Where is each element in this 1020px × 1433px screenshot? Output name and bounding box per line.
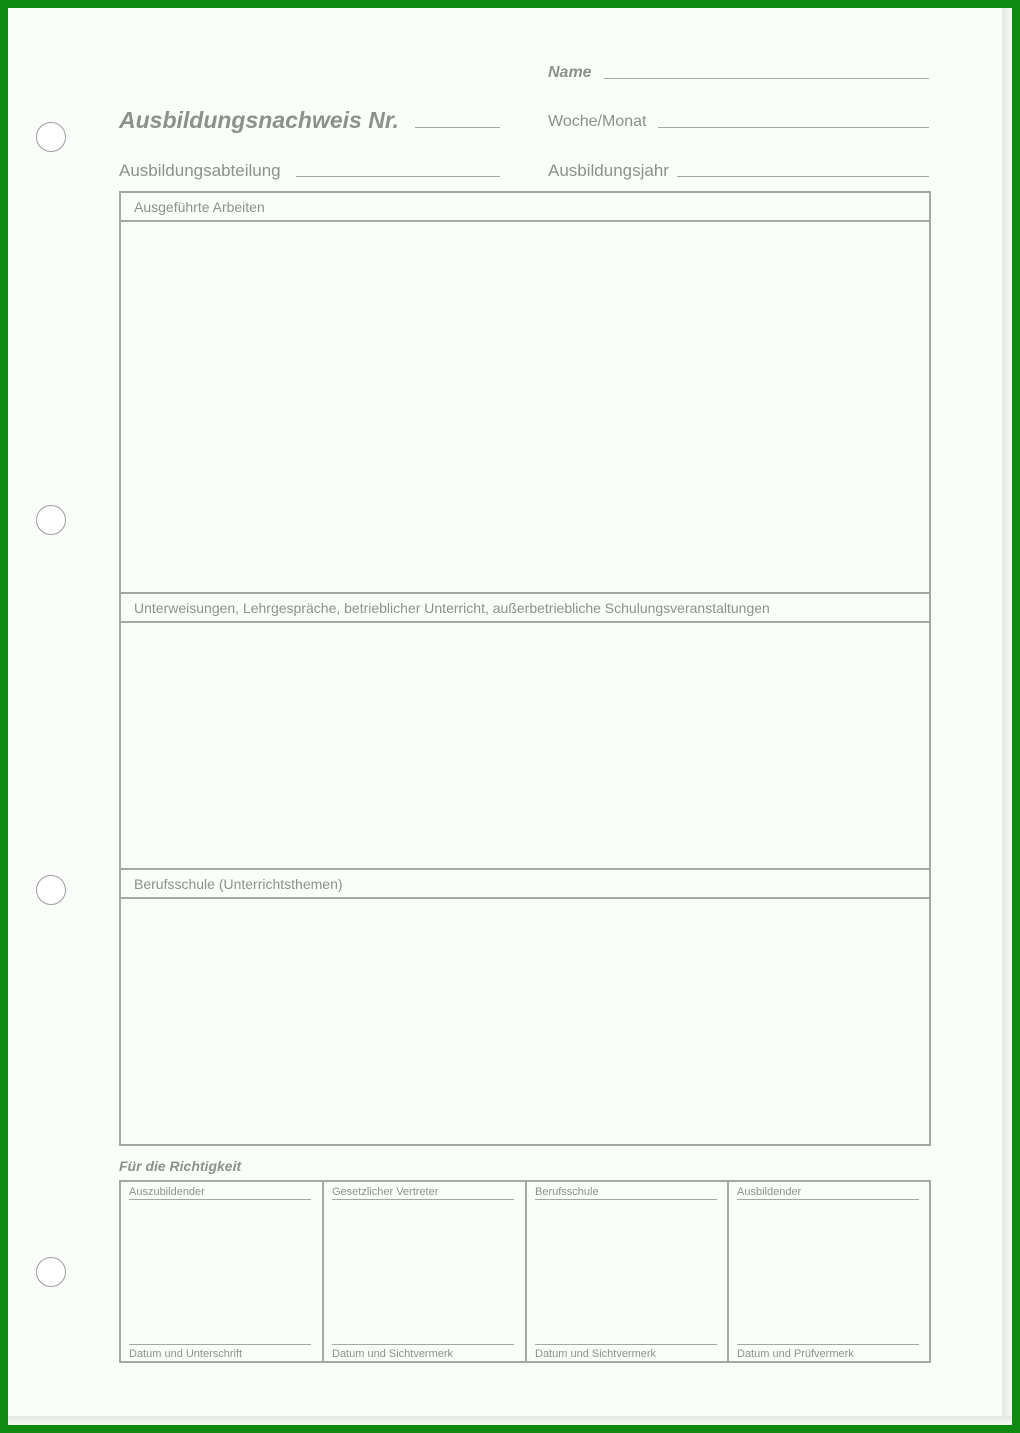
signature-head-line bbox=[332, 1199, 514, 1200]
signature-head-school: Berufsschule bbox=[535, 1186, 599, 1198]
signature-table bbox=[119, 1180, 931, 1363]
section-divider bbox=[121, 592, 929, 594]
signatures-title: Für die Richtigkeit bbox=[119, 1158, 242, 1174]
signature-field-trainer[interactable] bbox=[737, 1202, 919, 1342]
department-field[interactable] bbox=[296, 176, 500, 177]
instruction-entry-area[interactable] bbox=[121, 623, 929, 868]
form-title: Ausbildungsnachweis Nr. bbox=[119, 107, 399, 133]
signature-head-guardian: Gesetzlicher Vertreter bbox=[332, 1186, 439, 1198]
school-entry-area[interactable] bbox=[121, 899, 929, 1144]
signature-head-trainee: Auszubildender bbox=[129, 1186, 205, 1198]
signature-head-trainer: Ausbildender bbox=[737, 1186, 802, 1198]
week-month-label: Woche/Monat bbox=[548, 113, 647, 130]
signature-head-line bbox=[535, 1199, 717, 1200]
signature-field-guardian[interactable] bbox=[332, 1202, 514, 1342]
department-label: Ausbildungsabteilung bbox=[119, 161, 281, 180]
signature-line bbox=[332, 1344, 514, 1345]
signature-line bbox=[535, 1344, 717, 1345]
name-field[interactable] bbox=[604, 78, 929, 79]
signature-foot-trainee: Datum und Unterschrift bbox=[129, 1348, 243, 1360]
signature-column-divider bbox=[525, 1182, 527, 1361]
training-year-label: Ausbildungsjahr bbox=[548, 161, 669, 180]
training-year-field[interactable] bbox=[677, 176, 929, 177]
week-month-field[interactable] bbox=[658, 127, 929, 128]
signature-head-line bbox=[737, 1199, 919, 1200]
signature-line bbox=[737, 1344, 919, 1345]
punch-hole-icon bbox=[36, 505, 66, 535]
punch-hole-icon bbox=[36, 1257, 66, 1287]
signature-line bbox=[129, 1344, 311, 1345]
sheet-edge-right bbox=[1002, 8, 1012, 1425]
signature-foot-trainer: Datum und Prüfvermerk bbox=[737, 1348, 854, 1360]
signature-foot-guardian: Datum und Sichtvermerk bbox=[332, 1348, 454, 1360]
activity-sections bbox=[119, 191, 931, 1146]
signature-field-trainee[interactable] bbox=[129, 1202, 311, 1342]
section-label-work: Ausgeführte Arbeiten bbox=[134, 199, 265, 215]
signature-field-school[interactable] bbox=[535, 1202, 717, 1342]
punch-hole-icon bbox=[36, 875, 66, 905]
section-label-school: Berufsschule (Unterrichtsthemen) bbox=[134, 876, 343, 892]
signature-column-divider bbox=[727, 1182, 729, 1361]
record-number-field[interactable] bbox=[415, 127, 500, 128]
signature-foot-school: Datum und Sichtvermerk bbox=[535, 1348, 657, 1360]
work-entry-area[interactable] bbox=[121, 222, 929, 592]
punch-hole-icon bbox=[36, 122, 66, 152]
name-label: Name bbox=[548, 64, 592, 81]
section-label-instruction: Unterweisungen, Lehrgespräche, betrieblicher Unterricht, außerbetriebliche Schulungsveranstaltungen bbox=[134, 600, 770, 616]
signature-head-line bbox=[129, 1199, 311, 1200]
sheet-edge-bottom bbox=[8, 1416, 1012, 1425]
signature-column-divider bbox=[322, 1182, 324, 1361]
section-divider bbox=[121, 868, 929, 870]
